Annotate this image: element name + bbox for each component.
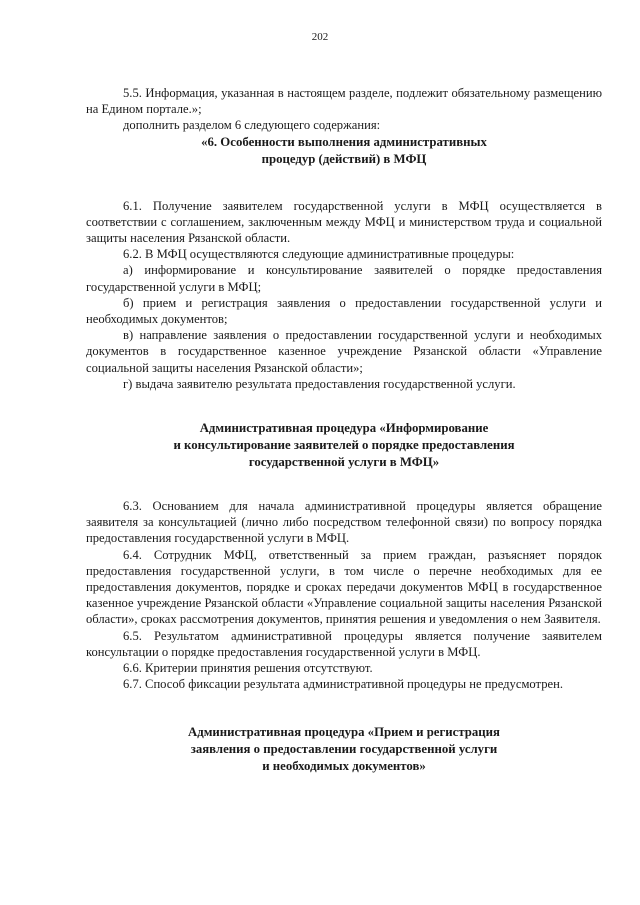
- add-section-note: дополнить разделом 6 следующего содержания:: [123, 118, 381, 133]
- list-item-v: в) направление заявления о предоставлении государственной услуги и необходимых документов в государственное казенное учреждение Рязанской области «Управление социальной защиты населения Рязанской области»;: [86, 328, 602, 375]
- document-body: [86, 85, 602, 775]
- procedure-info-title: [86, 420, 602, 471]
- paragraph-6-1: 6.1. Получение заявителем государственной услуги в МФЦ осуществляется в соответствии с соглашением, заключенным между МФЦ и министерством труда и социальной защиты населения Рязанской области.: [86, 198, 602, 246]
- paragraph-6-7: 6.7. Способ фиксации результата административной процедуры не предусмотрен.: [123, 677, 563, 692]
- section-6-title-line-1: «6. Особенности выполнения административных: [201, 134, 487, 149]
- procedure-info-title-line-3: государственной услуги в МФЦ»: [248, 455, 440, 470]
- procedure-info-title-line-1: Административная процедура «Информирование: [199, 421, 489, 436]
- paragraph-6-5: 6.5. Результатом административной процедуры является получение заявителем консультации о порядке предоставления государственной услуги в МФЦ.: [86, 628, 602, 659]
- paragraph-6-6: 6.6. Критерии принятия решения отсутствуют.: [123, 661, 373, 676]
- section-6-title-line-2: процедур (действий) в МФЦ: [261, 151, 427, 166]
- paragraph-6-3: 6.3. Основанием для начала административной процедуры является обращение заявителя за консультацией (лично либо посредством телефонной связи) по вопросу порядка предоставления государственной услуги в МФЦ.: [86, 499, 602, 546]
- procedure-reception-title-line-1: Административная процедура «Прием и регистрация: [188, 725, 500, 740]
- paragraph-6-2: 6.2. В МФЦ осуществляются следующие административные процедуры:: [123, 247, 515, 262]
- procedure-reception-title-line-3: и необходимых документов»: [262, 759, 426, 774]
- section-6-title: [86, 134, 602, 168]
- procedure-reception-title: [86, 724, 602, 775]
- page-number: 202: [311, 31, 329, 43]
- procedure-info-title-line-2: и консультирование заявителей о порядке предоставления: [173, 438, 515, 453]
- list-item-g: г) выдача заявителю результата предоставления государственной услуги.: [123, 376, 516, 391]
- procedure-reception-title-line-2: заявления о предоставлении государственной услуги: [190, 742, 498, 757]
- paragraph-6-4: 6.4. Сотрудник МФЦ, ответственный за прием граждан, разъясняет порядок предоставления государственной услуги, в том числе о перечне необходимых для ее предоставления документов, порядке и сроках передачи документов МФЦ в государственное казенное учреждение Рязанской области «Управление социальной защиты населения Рязанской области», сроках рассмотрения документов, принятия решения и уведомления о нем Заявителя.: [86, 547, 602, 627]
- list-item-b: б) прием и регистрация заявления о предоставлении государственной услуги и необходимых документов;: [86, 295, 602, 327]
- paragraph-5-5: 5.5. Информация, указанная в настоящем разделе, подлежит обязательному размещению на Едином портале.»;: [86, 86, 602, 117]
- list-item-a: а) информирование и консультирование заявителей о порядке предоставления государственной услуги в МФЦ;: [86, 263, 602, 294]
